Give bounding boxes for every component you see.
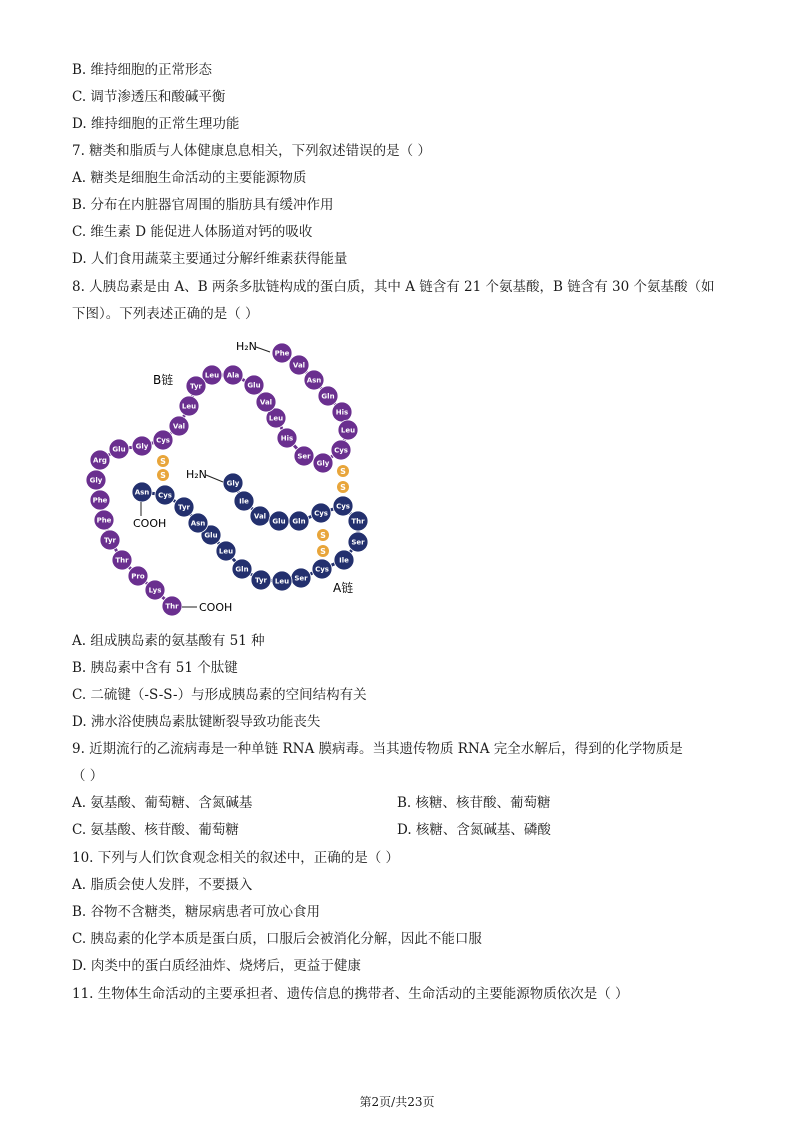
- option-b: B. 维持细胞的正常形态: [72, 62, 213, 78]
- question-7: 7. 糖类和脂质与人体健康息息相关，下列叙述错误的是（ ）: [72, 143, 431, 159]
- a-chain-residue-label: Ser: [294, 574, 308, 583]
- b-chain-residue-label: Tyr: [104, 536, 116, 545]
- b-chain-residue-label: Arg: [93, 456, 107, 465]
- b-chain-residue-label: Thr: [165, 602, 179, 611]
- b-chain-residue-label: His: [280, 434, 294, 443]
- q7-option-a: A. 糖类是细胞生命活动的主要能源物质: [72, 170, 307, 186]
- question-9: 9. 近期流行的乙流病毒是一种单链 RNA 膜病毒。当其遗传物质 RNA 完全水解后，得到的化学物质是: [72, 741, 683, 757]
- q10-option-c: C. 胰岛素的化学本质是蛋白质，口服后会被消化分解，因此不能口服: [72, 931, 482, 947]
- a-chain-residue-label: Asn: [134, 488, 150, 497]
- q10-option-a: A. 脂质会使人发胖，不要摄入: [72, 877, 253, 893]
- b-chain-residue-label: Leu: [268, 414, 284, 423]
- sulfur-atom-label: S: [320, 547, 326, 556]
- b-chain-residue-label: Leu: [204, 371, 220, 380]
- b-chain-residue-label: Tyr: [190, 382, 202, 391]
- a-chain-residue-label: Gln: [235, 565, 249, 574]
- a-chain-residue-label: Cys: [158, 491, 172, 500]
- b-chain-residue-label: Asn: [306, 376, 322, 385]
- b-chain-residue-label: Lys: [148, 586, 162, 595]
- q8-option-b: B. 胰岛素中含有 51 个肽键: [72, 660, 238, 676]
- b-chain-residue-label: Gly: [135, 442, 149, 451]
- b-chain-residue-label: Phe: [92, 496, 108, 505]
- a-chain-n-terminus: H₂N: [186, 468, 207, 481]
- b-chain-residue-label: Phe: [96, 516, 112, 525]
- b-chain-residue-label: Thr: [115, 556, 129, 565]
- b-chain-residue-label: Ser: [297, 452, 311, 461]
- b-chain-residue-label: Gly: [316, 459, 330, 468]
- b-chain-residue-label: Gly: [89, 476, 103, 485]
- a-chain-residue-label: Ile: [239, 497, 249, 506]
- question-8: 8. 人胰岛素是由 A、B 两条多肽链构成的蛋白质，其中 A 链含有 21 个氨基酸，B 链含有 30 个氨基酸（如: [72, 279, 715, 295]
- a-chain-residue-label: Leu: [274, 577, 290, 586]
- a-n-terminus-bond: [206, 475, 223, 482]
- q7-option-b: B. 分布在内脏器官周围的脂肪具有缓冲作用: [72, 197, 334, 213]
- sulfur-atom-label: S: [340, 483, 346, 492]
- option-d: D. 维持细胞的正常生理功能: [72, 116, 240, 132]
- b-chain-residue-label: Glu: [247, 381, 261, 390]
- b-n-terminus-bond: [256, 347, 270, 352]
- option-c: C. 调节渗透压和酸碱平衡: [72, 89, 226, 105]
- a-chain-label: A链: [333, 581, 354, 595]
- page-footer: 第2页/共23页: [359, 1095, 435, 1109]
- sulfur-atom-label: S: [320, 531, 326, 540]
- a-chain-residue-label: Gln: [292, 517, 306, 526]
- a-chain-residue-label: Thr: [351, 517, 365, 526]
- b-chain-residue-label: Val: [292, 361, 306, 370]
- b-chain-residue-label: Ala: [226, 371, 240, 380]
- a-chain-residue-label: Cys: [315, 565, 329, 574]
- a-chain-c-terminus: COOH: [133, 517, 167, 530]
- a-chain-residue-label: Tyr: [255, 576, 267, 585]
- q8-option-a: A. 组成胰岛素的氨基酸有 51 种: [72, 633, 265, 649]
- question-11: 11. 生物体生命活动的主要承担者、遗传信息的携带者、生命活动的主要能源物质依次是（ ）: [72, 986, 629, 1002]
- sulfur-atom-label: S: [160, 471, 166, 480]
- b-chain-label: B链: [153, 373, 174, 387]
- b-chain-residue-label: Val: [172, 422, 186, 431]
- q9-option-b: B. 核糖、核苷酸、葡萄糖: [397, 795, 551, 811]
- q10-option-d: D. 肉类中的蛋白质经油炸、烧烤后，更益于健康: [72, 958, 361, 974]
- a-chain-group: [132, 473, 368, 591]
- a-chain-residue-label: Tyr: [178, 503, 190, 512]
- question-9-paren: （ ）: [72, 768, 104, 784]
- b-chain-residue-label: Leu: [340, 426, 356, 435]
- a-chain-residue-label: Asn: [190, 519, 206, 528]
- q10-option-b: B. 谷物不含糖类，糖尿病患者可放心食用: [72, 904, 321, 920]
- q9-option-a: A. 氨基酸、葡萄糖、含氮碱基: [72, 795, 253, 811]
- b-chain-residue-label: Cys: [156, 436, 170, 445]
- a-chain-residue-label: Cys: [336, 502, 350, 511]
- b-chain-residue-label: Gln: [321, 392, 335, 401]
- b-chain-residue-label: Val: [259, 398, 273, 407]
- q7-option-d: D. 人们食用蔬菜主要通过分解纤维素获得能量: [72, 251, 348, 267]
- q9-option-d: D. 核糖、含氮碱基、磷酸: [397, 822, 551, 838]
- b-chain-residue-label: Glu: [112, 445, 126, 454]
- q8-option-c: C. 二硫键（-S-S-）与形成胰岛素的空间结构有关: [72, 687, 367, 703]
- q7-option-c: C. 维生素 D 能促进人体肠道对钙的吸收: [72, 224, 313, 240]
- q8-option-d: D. 沸水浴使胰岛素肽键断裂导致功能丧失: [72, 714, 321, 730]
- a-chain-residue-label: Glu: [204, 531, 218, 540]
- sulfur-atom-label: S: [340, 467, 346, 476]
- a-chain-residue-label: Leu: [218, 547, 234, 556]
- b-chain-residue-label: Pro: [131, 572, 145, 581]
- insulin-structure-figure: [80, 330, 380, 620]
- b-chain-c-terminus: COOH: [199, 601, 233, 614]
- q9-option-c: C. 氨基酸、核苷酸、葡萄糖: [72, 822, 239, 838]
- sulfur-atom-label: S: [160, 457, 166, 466]
- b-chain-residue-label: Leu: [181, 402, 197, 411]
- b-chain-residue-label: His: [335, 408, 349, 417]
- b-chain-residue-label: Phe: [274, 349, 290, 358]
- a-chain-residue-label: Gly: [226, 479, 240, 488]
- a-chain-residue-label: Ser: [351, 538, 365, 547]
- b-chain-n-terminus: H₂N: [236, 340, 257, 353]
- a-chain-residue-label: Cys: [314, 509, 328, 518]
- question-10: 10. 下列与人们饮食观念相关的叙述中，正确的是（ ）: [72, 850, 400, 866]
- a-chain-residue-label: Glu: [272, 517, 286, 526]
- a-chain-residue-label: Ile: [339, 556, 349, 565]
- b-chain-residue-label: Cys: [334, 446, 348, 455]
- a-chain-residue-label: Val: [253, 512, 267, 521]
- question-8-cont: 下图）。下列表述正确的是（ ）: [72, 306, 259, 322]
